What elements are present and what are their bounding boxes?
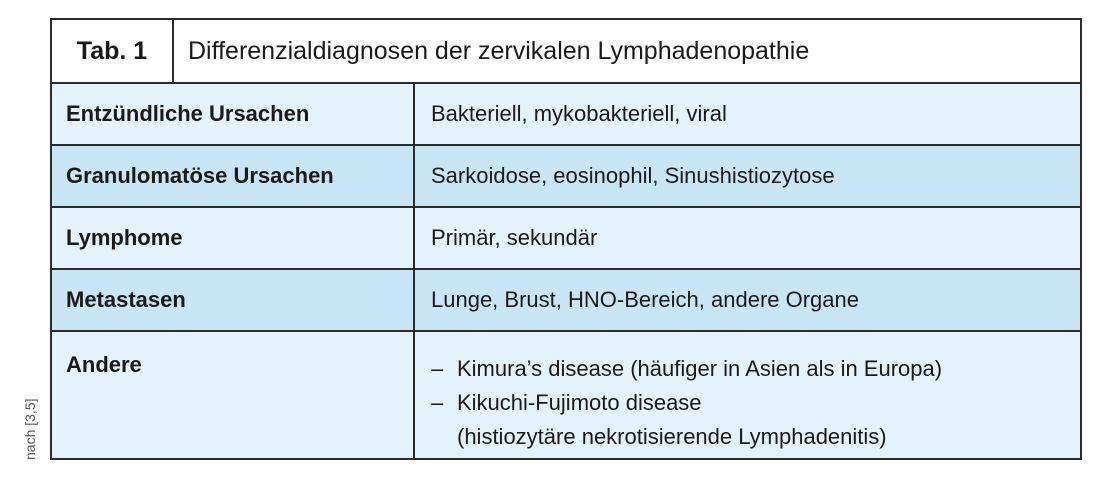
row-value-list	[415, 332, 1080, 458]
row-label: Andere	[52, 332, 415, 458]
table-row	[52, 332, 1080, 458]
list-item-text: Kikuchi-Fujimoto disease (histiozytäre nekrotisierende Lymphadenitis)	[457, 390, 887, 449]
table-row	[52, 84, 1080, 146]
row-label: Granulomatöse Ursachen	[52, 146, 415, 206]
row-value: Sarkoidose, eosinophil, Sinushistiozytose	[431, 163, 835, 188]
table-row	[52, 208, 1080, 270]
row-label: Lymphome	[52, 208, 415, 268]
row-value: Bakteriell, mykobakteriell, viral	[431, 101, 727, 126]
source-note: nach [3,5]	[22, 398, 38, 460]
list-item	[431, 386, 887, 454]
row-value: Primär, sekundär	[431, 225, 598, 250]
row-label: Entzündliche Ursachen	[52, 84, 415, 144]
diagnosis-table	[50, 18, 1082, 460]
table-row	[52, 146, 1080, 208]
dash-marker: –	[431, 390, 444, 415]
row-label: Metastasen	[52, 270, 415, 330]
table-row	[52, 270, 1080, 332]
list-item	[431, 352, 942, 386]
row-value: Lunge, Brust, HNO-Bereich, andere Organe	[431, 287, 860, 312]
table-header	[52, 20, 1080, 84]
table-number: Tab. 1	[52, 20, 174, 82]
table-title: Differenzialdiagnosen der zervikalen Lymphadenopathie	[188, 36, 810, 65]
list-item-text: Kimura’s disease (häufiger in Asien als in Europa)	[457, 356, 943, 381]
dash-marker: –	[431, 356, 444, 381]
